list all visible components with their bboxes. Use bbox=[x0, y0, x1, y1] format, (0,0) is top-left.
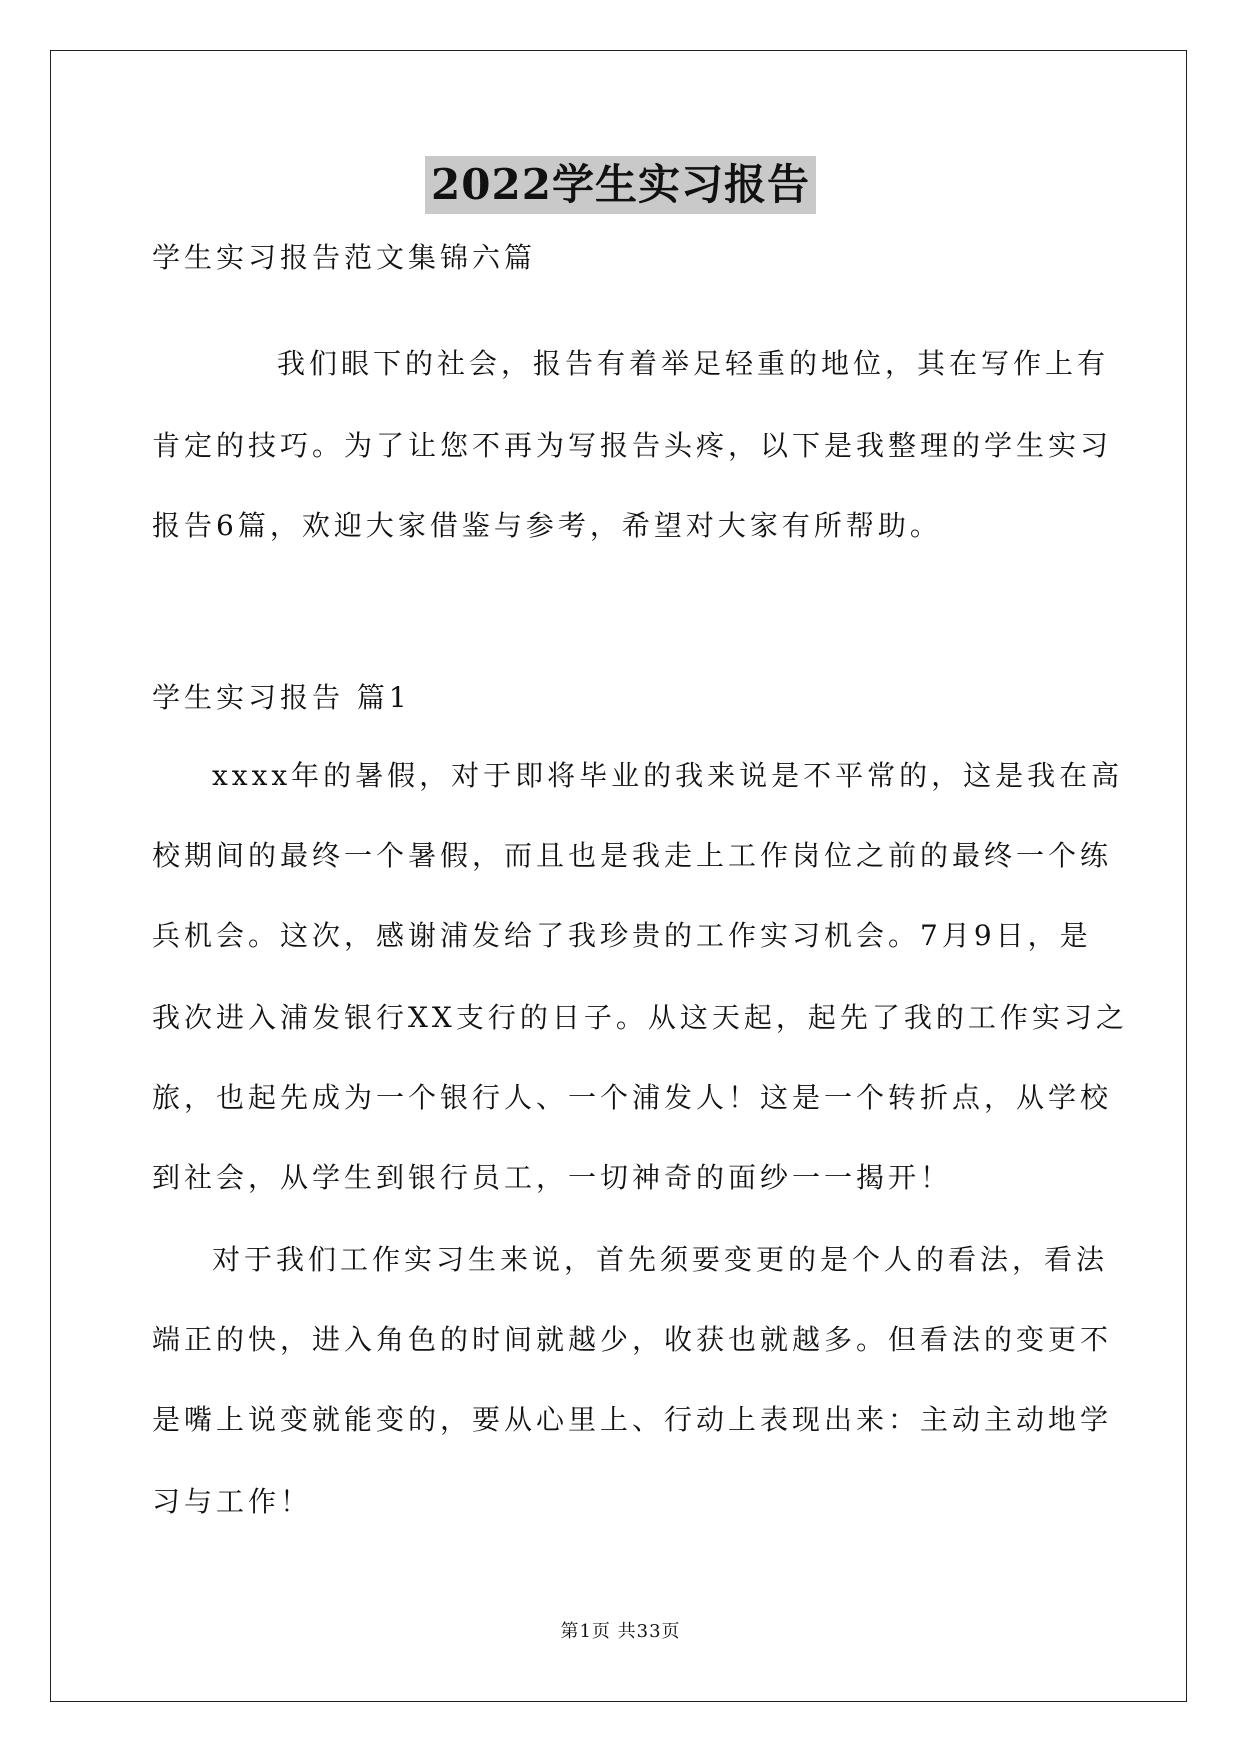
paragraph-line: 习与工作！ bbox=[152, 1485, 313, 1518]
page-border bbox=[50, 50, 1187, 1702]
intro-line: 报告6篇，欢迎大家借鉴与参考，希望对大家有所帮助。 bbox=[152, 509, 942, 542]
paragraph-line: xxxx年的暑假，对于即将毕业的我来说是不平常的，这是我在高 bbox=[212, 759, 1124, 792]
paragraph-line: 我次进入浦发银行XX支行的日子。从这天起，起先了我的工作实习之 bbox=[152, 1001, 1128, 1034]
paragraph-line: 对于我们工作实习生来说，首先须要变更的是个人的看法，看法 bbox=[212, 1243, 1109, 1276]
paragraph-line: 校期间的最终一个暑假，而且也是我走上工作岗位之前的最终一个练 bbox=[152, 839, 1113, 872]
intro-line: 我们眼下的社会，报告有着举足轻重的地位，其在写作上有 bbox=[277, 347, 1110, 380]
paragraph-line: 端正的快，进入角色的时间就越少，收获也就越多。但看法的变更不 bbox=[152, 1323, 1113, 1356]
section-heading: 学生实习报告 篇1 bbox=[152, 681, 411, 714]
paragraph-line: 兵机会。这次，感谢浦发给了我珍贵的工作实习机会。7月9日，是 bbox=[152, 919, 1092, 952]
intro-line: 肯定的技巧。为了让您不再为写报告头疼，以下是我整理的学生实习 bbox=[152, 429, 1113, 462]
document-subtitle: 学生实习报告范文集锦六篇 bbox=[152, 241, 537, 274]
page-footer: 第1页 共33页 bbox=[560, 1621, 681, 1642]
paragraph-line: 是嘴上说变就能变的，要从心里上、行动上表现出来：主动主动地学 bbox=[152, 1403, 1113, 1436]
document-title: 2022学生实习报告 bbox=[425, 156, 816, 214]
paragraph-line: 旅，也起先成为一个银行人、一个浦发人！这是一个转折点，从学校 bbox=[152, 1081, 1113, 1114]
paragraph-line: 到社会，从学生到银行员工，一切神奇的面纱一一揭开！ bbox=[152, 1161, 953, 1194]
